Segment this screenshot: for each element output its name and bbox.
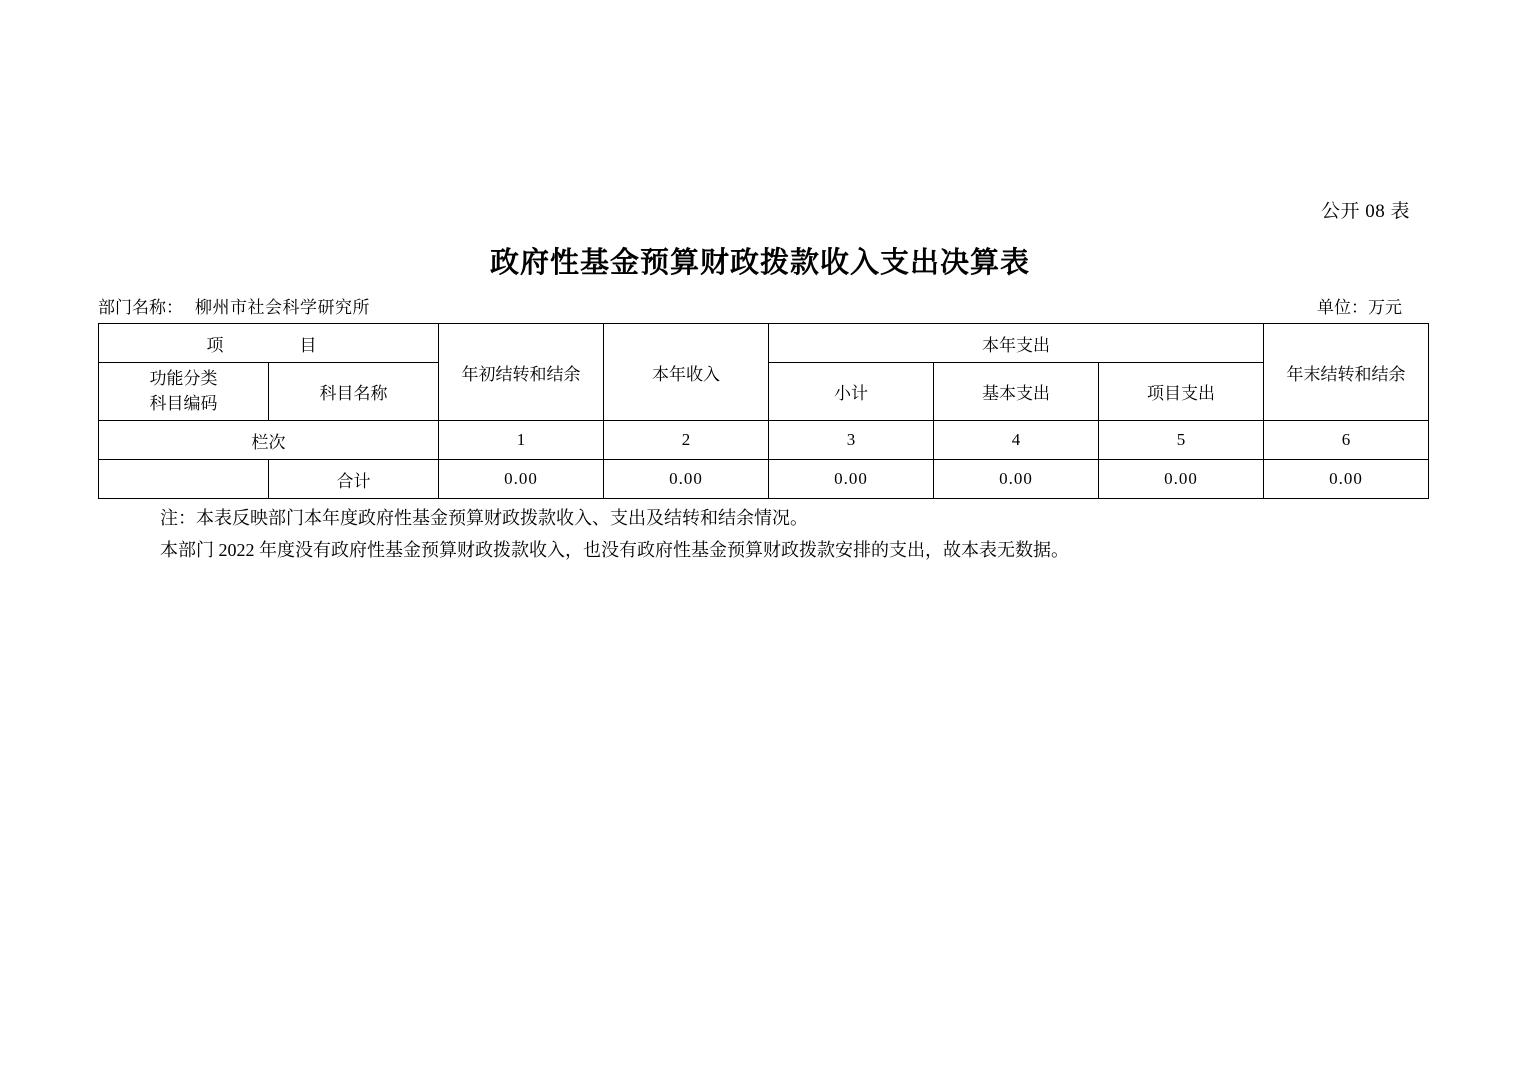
- header-begin-balance: 年初结转和结余: [439, 324, 604, 421]
- column-index-1: 1: [439, 421, 604, 460]
- column-index-2: 2: [604, 421, 769, 460]
- note-line-1: 注：本表反映部门本年度政府性基金预算财政拨款收入、支出及结转和结余情况。: [160, 508, 808, 528]
- header-functional-code-line1: 功能分类: [149, 369, 218, 388]
- table-notes: [160, 503, 1410, 566]
- header-basic-expenditure: 基本支出: [934, 363, 1099, 421]
- table-column-index-row: [99, 421, 1429, 460]
- document-meta: [98, 293, 1402, 318]
- form-code: 公开 08 表: [1320, 201, 1410, 222]
- table-header-row-1: [99, 324, 1429, 363]
- row-subtotal: 0.00: [769, 460, 934, 499]
- row-functional-code: [99, 460, 269, 499]
- header-functional-code: [99, 363, 269, 421]
- page-title: 政府性基金预算财政拨款收入支出决算表: [489, 247, 1030, 279]
- column-index-label: 栏次: [99, 421, 439, 460]
- department-info: [98, 293, 370, 318]
- header-item-group: 项 目: [99, 324, 439, 363]
- column-index-5: 5: [1099, 421, 1264, 460]
- row-basic-expenditure: 0.00: [934, 460, 1099, 499]
- row-begin-balance: 0.00: [439, 460, 604, 499]
- note-line-2: 本部门 2022 年度没有政府性基金预算财政拨款收入，也没有政府性基金预算财政拨款安排的支出，故本表无数据。: [160, 539, 1069, 560]
- unit-label: 单位：万元: [1317, 298, 1402, 317]
- header-year-expenditure: 本年支出: [769, 324, 1264, 363]
- department-name: 柳州市社会科学研究所: [195, 298, 370, 317]
- row-year-income: 0.00: [604, 460, 769, 499]
- column-index-4: 4: [934, 421, 1099, 460]
- department-label: 部门名称：: [98, 298, 183, 317]
- table-row: [99, 460, 1429, 499]
- header-subject-name: 科目名称: [269, 363, 439, 421]
- budget-table: [98, 323, 1429, 499]
- row-project-expenditure: 0.00: [1099, 460, 1264, 499]
- row-end-balance: 0.00: [1264, 460, 1429, 499]
- header-project-expenditure: 项目支出: [1099, 363, 1264, 421]
- header-subtotal: 小计: [769, 363, 934, 421]
- header-year-income: 本年收入: [604, 324, 769, 421]
- header-functional-code-line2: 科目编码: [149, 393, 218, 413]
- column-index-6: 6: [1264, 421, 1429, 460]
- column-index-3: 3: [769, 421, 934, 460]
- header-end-balance: 年末结转和结余: [1264, 324, 1429, 421]
- row-subject-name: 合计: [269, 460, 439, 499]
